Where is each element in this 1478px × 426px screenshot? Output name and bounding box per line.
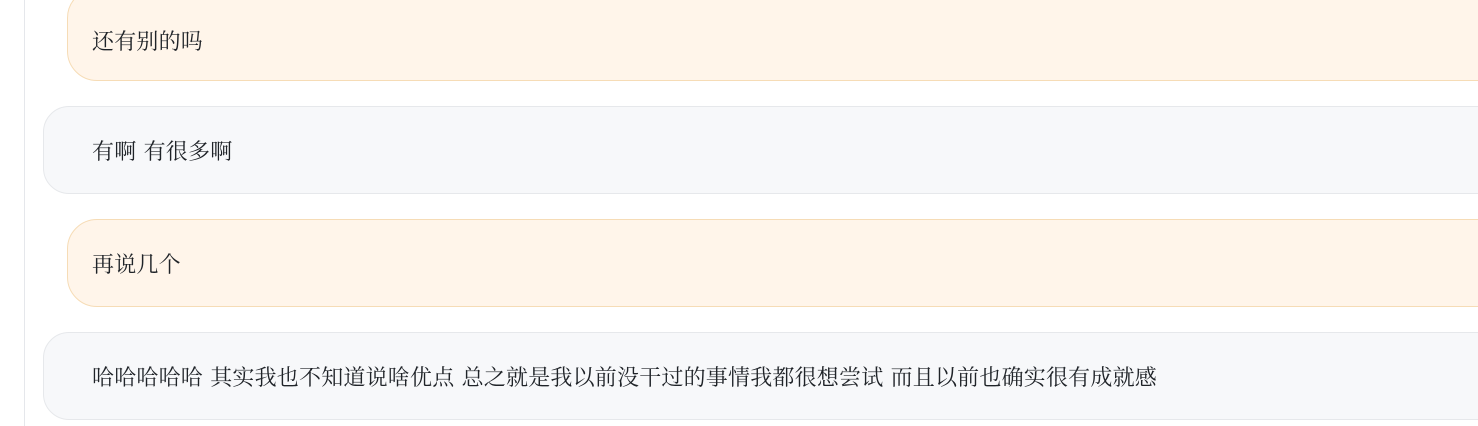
message-text: 再说几个 (92, 252, 181, 278)
assistant-message-bubble (43, 332, 1478, 420)
user-message-bubble (67, 219, 1478, 307)
assistant-message-bubble (43, 106, 1478, 194)
sidebar-divider (24, 0, 25, 426)
message-text: 有啊 有很多啊 (92, 139, 233, 165)
message-text: 哈哈哈哈哈 其实我也不知道说啥优点 总之就是我以前没干过的事情我都很想尝试 而且以前也确实很有成就感 (92, 365, 1157, 391)
message-text: 还有别的吗 (92, 30, 204, 55)
user-message-bubble (67, 0, 1478, 81)
